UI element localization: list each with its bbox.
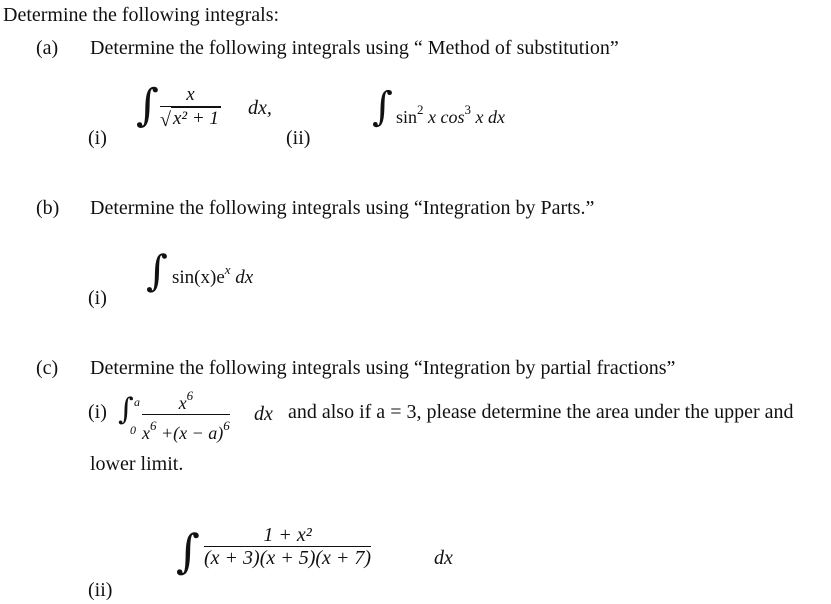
integral-sign-icon: ∫ [136,80,159,131]
part-c-label: (c) [36,357,59,379]
sqrt-symbol: √ x² + 1 [160,108,219,132]
fraction-c-ii [204,524,371,569]
page-title: Determine the following integrals: [3,4,280,26]
part-a-label: (a) [36,37,59,59]
differential-a-i: dx, [248,97,272,119]
part-b-label: (b) [36,197,60,219]
integral-sign-icon: ∫ [372,84,393,130]
integral-sign-icon: ∫ [176,524,200,578]
part-b-instruction: Determine the following integrals using “Integration by Parts.” [90,197,595,219]
fraction-c-i [142,385,230,444]
fraction-numerator: $x^6$ [178,388,194,413]
integrand-b-i: $\sin(x)e^x$ dx [172,262,254,288]
fraction-denominator: (x + 3)(x + 5)(x + 7) [204,547,372,570]
differential-c-ii: dx [434,547,453,569]
item-label-c-ii: (ii) [88,579,113,601]
integral-sign-icon: ∫ [118,392,134,427]
fraction-a-i [160,84,221,132]
fraction-denominator [160,107,221,132]
fraction-numerator: x [186,84,195,105]
upper-limit: a [134,395,140,409]
part-c-instruction: Determine the following integrals using “Integration by partial fractions” [90,357,676,379]
radicand: x² + 1 [172,108,219,130]
lower-limit: 0 [130,423,136,437]
part-a-instruction: Determine the following integrals using “ Method of substitution” [90,37,619,59]
integral-sign-icon: ∫ [146,246,168,295]
item-label-c-i: (i) [88,401,107,423]
c-i-continuation-line2: lower limit. [90,453,184,475]
differential-c-i: dx [254,403,273,425]
fraction-denominator: $x^6 +(x - a)^6$ [142,418,230,444]
item-label-a-ii: (ii) [286,127,311,149]
fraction-numerator: 1 + x² [263,524,312,546]
c-i-continuation: and also if a = 3, please determine the area under the upper and [288,401,794,423]
item-label-a-i: (i) [88,127,107,149]
integrand-a-ii: $\sin^2 x$ $\cos^3 x$ dx [396,102,505,127]
item-label-b-i: (i) [88,287,107,309]
